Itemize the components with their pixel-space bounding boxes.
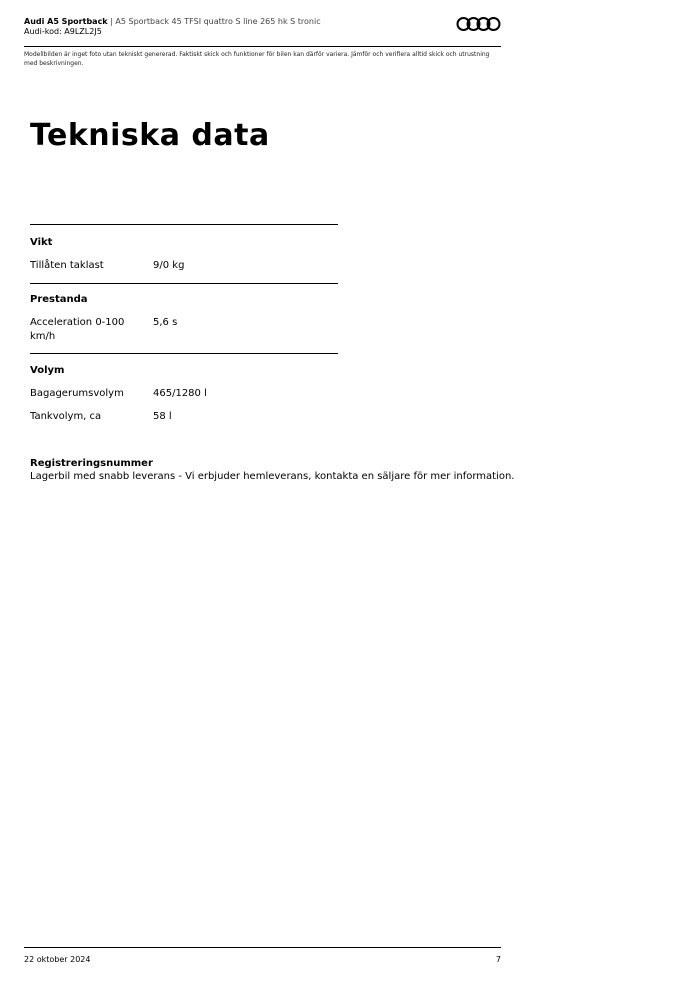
page-number: 7: [495, 955, 501, 964]
section-heading-prestanda: Prestanda: [30, 294, 88, 305]
registration-heading: Registreringsnummer: [30, 458, 153, 469]
spec-label: Tillåten taklast: [30, 260, 104, 271]
spec-value: 9/0 kg: [153, 260, 185, 271]
disclaimer-text: Modellbilden är inget foto utan tekniskt genererad. Faktiskt skick och funktioner för bilen kan därför variera. Jämför och verifiera alltid skick och utrustning med beskrivningen.: [24, 51, 490, 67]
spec-label: Acceleration 0-100 km/h: [30, 317, 125, 342]
footer-date: 22 oktober 2024: [24, 955, 91, 964]
section-heading-volym: Volym: [30, 365, 65, 376]
spec-label: Bagagerumsvolym: [30, 388, 124, 399]
header-model: A5 Sportback 45 TFSI quattro S line 265 hk S tronic: [115, 17, 321, 26]
registration-text: Lagerbil med snabb leverans - Vi erbjuder hemleverans, kontakta en säljare för mer information.: [30, 471, 515, 482]
header-separator: |: [107, 17, 116, 26]
audi-rings-logo-icon: [456, 16, 502, 32]
footer-divider: [24, 947, 501, 948]
spec-label: Tankvolym, ca: [30, 411, 102, 422]
spec-value: 58 l: [153, 411, 172, 422]
header-brand: Audi A5 Sportback: [24, 17, 108, 26]
document-header: [24, 17, 321, 27]
header-divider: [24, 46, 501, 47]
section-heading-vikt: Vikt: [30, 237, 53, 248]
section-divider: [30, 353, 338, 354]
spec-value: 5,6 s: [153, 317, 178, 328]
header-audi-code: Audi-kod: A9LZL2J5: [24, 27, 102, 36]
section-divider: [30, 283, 338, 284]
spec-value: 465/1280 l: [153, 388, 207, 399]
page-title: Tekniska data: [30, 118, 270, 153]
section-divider: [30, 224, 338, 225]
